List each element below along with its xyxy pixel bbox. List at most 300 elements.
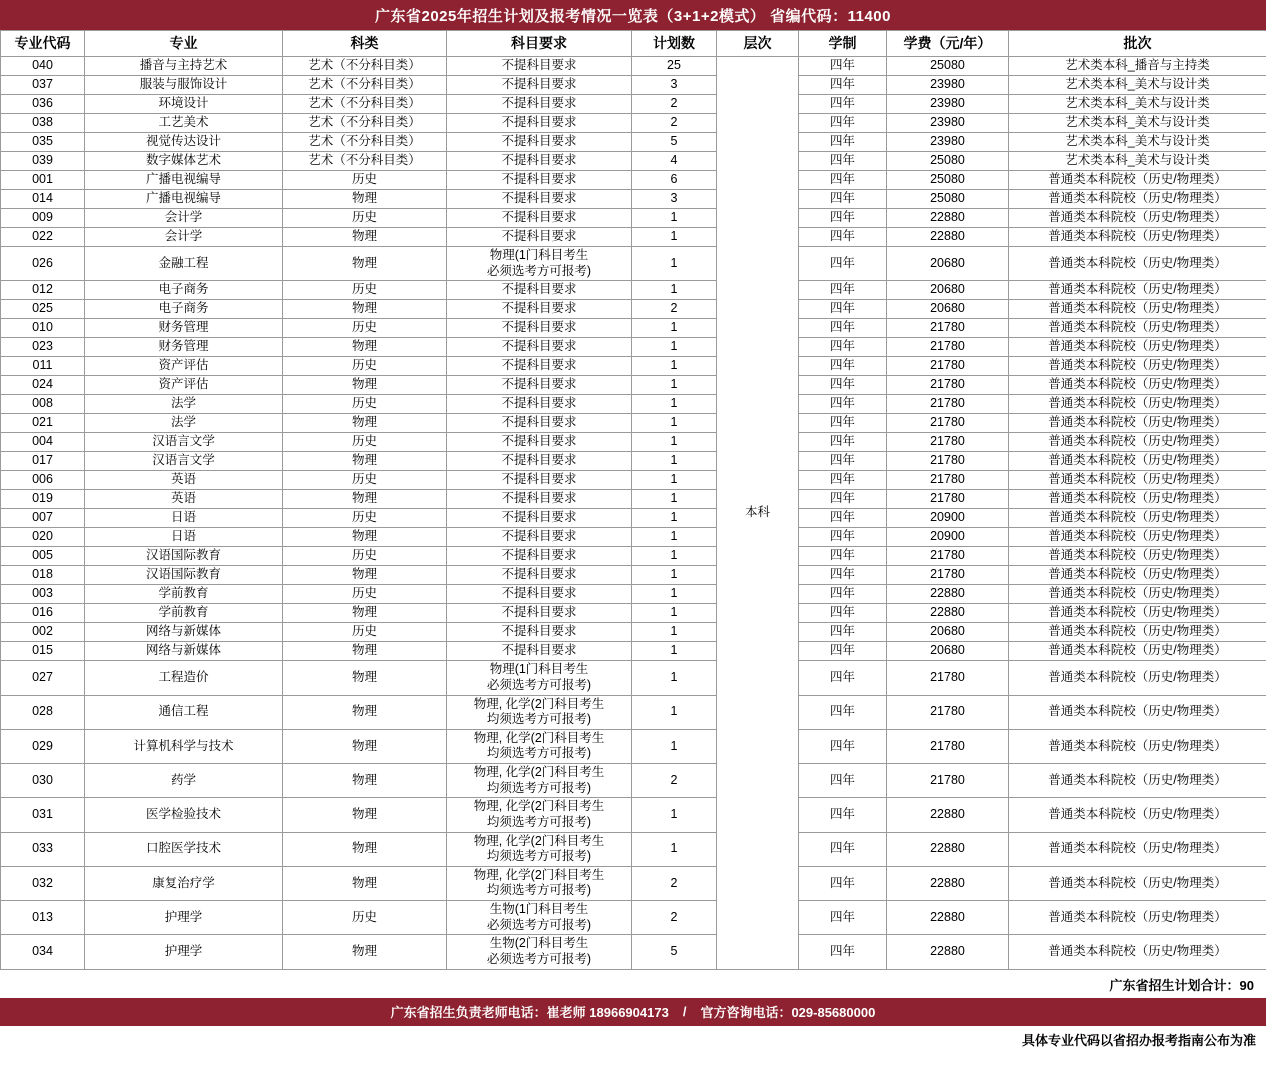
cell-major-name: 服装与服饰设计 [85,76,283,95]
cell-major-name: 医学检验技术 [85,798,283,832]
cell-study-years: 四年 [799,95,887,114]
table-row [1,623,1266,642]
table-row [1,376,1266,395]
cell-plan-count: 1 [632,566,717,585]
cell-plan-count: 2 [632,300,717,319]
cell-plan-count: 1 [632,661,717,695]
cell-subject-requirement: 物理, 化学(2门科目考生 均须选考方可报考) [447,764,632,798]
table-row [1,935,1266,969]
cell-plan-count: 1 [632,547,717,566]
cell-subject-requirement: 不提科目要求 [447,452,632,471]
table-row [1,171,1266,190]
cell-study-years: 四年 [799,376,887,395]
cell-plan-count: 1 [632,247,717,281]
table-row [1,152,1266,171]
cell-subject-requirement: 不提科目要求 [447,528,632,547]
cell-study-years: 四年 [799,281,887,300]
cell-major-code: 001 [1,171,85,190]
cell-tuition-fee: 22880 [887,901,1009,935]
cell-study-years: 四年 [799,228,887,247]
cell-plan-count: 1 [632,395,717,414]
cell-major-code: 003 [1,585,85,604]
table-row [1,319,1266,338]
cell-category: 物理 [283,642,447,661]
cell-batch: 普通类本科院校（历史/物理类） [1009,357,1266,376]
cell-major-code: 020 [1,528,85,547]
cell-major-code: 010 [1,319,85,338]
cell-major-code: 034 [1,935,85,969]
cell-plan-count: 4 [632,152,717,171]
cell-major-code: 035 [1,133,85,152]
cell-major-code: 009 [1,209,85,228]
cell-plan-count: 1 [632,695,717,729]
cell-study-years: 四年 [799,935,887,969]
cell-major-name: 资产评估 [85,357,283,376]
cell-tuition-fee: 25080 [887,190,1009,209]
cell-major-name: 会计学 [85,228,283,247]
cell-tuition-fee: 21780 [887,490,1009,509]
cell-tuition-fee: 22880 [887,604,1009,623]
cell-category: 历史 [283,395,447,414]
cell-tuition-fee: 21780 [887,433,1009,452]
cell-major-name: 工艺美术 [85,114,283,133]
cell-plan-count: 1 [632,832,717,866]
table-row [1,695,1266,729]
cell-tuition-fee: 20680 [887,300,1009,319]
cell-study-years: 四年 [799,452,887,471]
cell-subject-requirement: 不提科目要求 [447,209,632,228]
cell-category: 历史 [283,623,447,642]
cell-study-years: 四年 [799,490,887,509]
cell-study-years: 四年 [799,395,887,414]
cell-category: 物理 [283,935,447,969]
cell-plan-count: 25 [632,57,717,76]
cell-major-name: 英语 [85,471,283,490]
cell-major-name: 药学 [85,764,283,798]
cell-subject-requirement: 物理, 化学(2门科目考生 均须选考方可报考) [447,729,632,763]
cell-plan-count: 1 [632,357,717,376]
cell-tuition-fee: 22880 [887,935,1009,969]
cell-major-name: 网络与新媒体 [85,642,283,661]
cell-subject-requirement: 不提科目要求 [447,604,632,623]
cell-category: 物理 [283,528,447,547]
cell-category: 物理 [283,832,447,866]
cell-subject-requirement: 不提科目要求 [447,300,632,319]
table-row [1,433,1266,452]
cell-major-name: 电子商务 [85,281,283,300]
cell-batch: 艺术类本科_美术与设计类 [1009,95,1266,114]
cell-subject-requirement: 物理, 化学(2门科目考生 均须选考方可报考) [447,832,632,866]
cell-study-years: 四年 [799,547,887,566]
cell-study-years: 四年 [799,171,887,190]
cell-subject-requirement: 不提科目要求 [447,133,632,152]
cell-major-name: 计算机科学与技术 [85,729,283,763]
cell-major-code: 006 [1,471,85,490]
cell-subject-requirement: 不提科目要求 [447,395,632,414]
cell-category: 艺术（不分科目类） [283,57,447,76]
cell-study-years: 四年 [799,509,887,528]
cell-batch: 普通类本科院校（历史/物理类） [1009,190,1266,209]
cell-study-years: 四年 [799,76,887,95]
cell-study-years: 四年 [799,642,887,661]
cell-major-name: 广播电视编导 [85,171,283,190]
cell-study-years: 四年 [799,528,887,547]
cell-tuition-fee: 21780 [887,395,1009,414]
cell-plan-count: 5 [632,935,717,969]
cell-major-name: 护理学 [85,935,283,969]
cell-plan-count: 1 [632,433,717,452]
cell-plan-count: 1 [632,729,717,763]
table-row [1,490,1266,509]
cell-category: 物理 [283,228,447,247]
cell-subject-requirement: 不提科目要求 [447,57,632,76]
cell-category: 历史 [283,281,447,300]
cell-batch: 普通类本科院校（历史/物理类） [1009,452,1266,471]
column-header-plan: 计划数 [632,31,717,57]
cell-batch: 普通类本科院校（历史/物理类） [1009,281,1266,300]
cell-plan-count: 1 [632,209,717,228]
cell-subject-requirement: 不提科目要求 [447,357,632,376]
cell-subject-requirement: 不提科目要求 [447,433,632,452]
cell-major-code: 024 [1,376,85,395]
cell-major-name: 汉语言文学 [85,452,283,471]
table-row [1,247,1266,281]
table-row [1,414,1266,433]
cell-plan-count: 1 [632,642,717,661]
table-row [1,798,1266,832]
table-row [1,661,1266,695]
cell-study-years: 四年 [799,114,887,133]
cell-tuition-fee: 20900 [887,509,1009,528]
cell-batch: 艺术类本科_美术与设计类 [1009,133,1266,152]
cell-plan-count: 1 [632,509,717,528]
cell-category: 历史 [283,357,447,376]
cell-batch: 普通类本科院校（历史/物理类） [1009,566,1266,585]
cell-category: 物理 [283,764,447,798]
footer-contact-bar [0,998,1266,1026]
cell-plan-count: 3 [632,76,717,95]
cell-major-code: 027 [1,661,85,695]
cell-major-code: 018 [1,566,85,585]
cell-category: 物理 [283,566,447,585]
cell-study-years: 四年 [799,209,887,228]
cell-batch: 普通类本科院校（历史/物理类） [1009,642,1266,661]
cell-plan-count: 1 [632,528,717,547]
cell-batch: 普通类本科院校（历史/物理类） [1009,414,1266,433]
cell-tuition-fee: 21780 [887,414,1009,433]
cell-study-years: 四年 [799,433,887,452]
cell-study-years: 四年 [799,566,887,585]
cell-plan-count: 1 [632,585,717,604]
cell-major-code: 016 [1,604,85,623]
cell-category: 历史 [283,209,447,228]
cell-batch: 普通类本科院校（历史/物理类） [1009,228,1266,247]
cell-major-name: 网络与新媒体 [85,623,283,642]
cell-subject-requirement: 不提科目要求 [447,152,632,171]
cell-batch: 艺术类本科_美术与设计类 [1009,76,1266,95]
cell-subject-requirement: 不提科目要求 [447,547,632,566]
cell-major-name: 汉语国际教育 [85,547,283,566]
cell-major-code: 005 [1,547,85,566]
cell-category: 物理 [283,338,447,357]
cell-category: 艺术（不分科目类） [283,95,447,114]
table-row [1,566,1266,585]
cell-tuition-fee: 21780 [887,319,1009,338]
cell-major-name: 法学 [85,395,283,414]
cell-tuition-fee: 21780 [887,452,1009,471]
cell-major-code: 037 [1,76,85,95]
cell-major-name: 护理学 [85,901,283,935]
footer-note: 具体专业代码以省招办报考指南公布为准 [1021,1032,1256,1048]
cell-major-code: 032 [1,866,85,900]
cell-plan-count: 3 [632,190,717,209]
cell-batch: 普通类本科院校（历史/物理类） [1009,319,1266,338]
cell-major-name: 会计学 [85,209,283,228]
cell-plan-count: 2 [632,901,717,935]
table-row [1,832,1266,866]
column-header-code: 专业代码 [1,31,85,57]
cell-subject-requirement: 不提科目要求 [447,228,632,247]
cell-category: 历史 [283,547,447,566]
table-row [1,395,1266,414]
cell-category: 物理 [283,604,447,623]
cell-batch: 普通类本科院校（历史/物理类） [1009,471,1266,490]
header-row [1,31,1266,57]
cell-subject-requirement: 生物(2门科目考生 必须选考方可报考) [447,935,632,969]
cell-major-name: 财务管理 [85,319,283,338]
cell-major-code: 019 [1,490,85,509]
cell-major-code: 039 [1,152,85,171]
cell-major-code: 026 [1,247,85,281]
cell-major-code: 007 [1,509,85,528]
cell-batch: 普通类本科院校（历史/物理类） [1009,247,1266,281]
cell-subject-requirement: 物理(1门科目考生 必须选考方可报考) [447,661,632,695]
cell-tuition-fee: 23980 [887,95,1009,114]
cell-subject-requirement: 不提科目要求 [447,319,632,338]
table-row [1,452,1266,471]
table-row [1,133,1266,152]
cell-major-code: 040 [1,57,85,76]
cell-study-years: 四年 [799,414,887,433]
footer-contact: 广东省招生负责老师电话：崔老师 18966904173 [390,1005,669,1020]
cell-category: 历史 [283,901,447,935]
cell-major-code: 031 [1,798,85,832]
cell-major-code: 028 [1,695,85,729]
cell-tuition-fee: 22880 [887,228,1009,247]
column-header-fee: 学费（元/年） [887,31,1009,57]
cell-major-code: 012 [1,281,85,300]
cell-tuition-fee: 23980 [887,133,1009,152]
cell-tuition-fee: 20680 [887,281,1009,300]
cell-major-code: 030 [1,764,85,798]
cell-study-years: 四年 [799,764,887,798]
cell-study-years: 四年 [799,832,887,866]
table-header [1,31,1266,57]
cell-plan-count: 1 [632,490,717,509]
cell-category: 艺术（不分科目类） [283,152,447,171]
cell-major-code: 002 [1,623,85,642]
page-title: 广东省2025年招生计划及报考情况一览表（3+1+2模式） 省编代码：11400 [375,7,891,25]
cell-tuition-fee: 21780 [887,471,1009,490]
cell-batch: 普通类本科院校（历史/物理类） [1009,695,1266,729]
cell-major-name: 广播电视编导 [85,190,283,209]
cell-plan-count: 2 [632,764,717,798]
cell-major-code: 023 [1,338,85,357]
cell-plan-count: 1 [632,319,717,338]
cell-batch: 普通类本科院校（历史/物理类） [1009,528,1266,547]
cell-study-years: 四年 [799,57,887,76]
cell-category: 物理 [283,695,447,729]
cell-study-years: 四年 [799,190,887,209]
cell-category: 物理 [283,414,447,433]
cell-study-years: 四年 [799,604,887,623]
cell-major-code: 015 [1,642,85,661]
cell-tuition-fee: 23980 [887,114,1009,133]
cell-category: 历史 [283,585,447,604]
cell-batch: 普通类本科院校（历史/物理类） [1009,300,1266,319]
cell-major-name: 口腔医学技术 [85,832,283,866]
cell-tuition-fee: 21780 [887,729,1009,763]
cell-study-years: 四年 [799,585,887,604]
column-header-level: 层次 [717,31,799,57]
cell-major-code: 017 [1,452,85,471]
table-row [1,729,1266,763]
cell-study-years: 四年 [799,357,887,376]
table-row [1,76,1266,95]
column-header-major: 专业 [85,31,283,57]
table-body [1,57,1266,970]
table-row [1,300,1266,319]
cell-batch: 普通类本科院校（历史/物理类） [1009,866,1266,900]
cell-major-name: 学前教育 [85,604,283,623]
column-header-category: 科类 [283,31,447,57]
cell-category: 物理 [283,452,447,471]
cell-category: 物理 [283,661,447,695]
table-row [1,57,1266,76]
cell-major-name: 英语 [85,490,283,509]
table-row [1,901,1266,935]
cell-category: 物理 [283,300,447,319]
cell-batch: 普通类本科院校（历史/物理类） [1009,935,1266,969]
column-header-batch: 批次 [1009,31,1266,57]
cell-major-code: 038 [1,114,85,133]
table-row [1,281,1266,300]
cell-tuition-fee: 21780 [887,376,1009,395]
cell-subject-requirement: 不提科目要求 [447,490,632,509]
cell-subject-requirement: 不提科目要求 [447,190,632,209]
cell-major-name: 工程造价 [85,661,283,695]
cell-study-years: 四年 [799,695,887,729]
cell-batch: 普通类本科院校（历史/物理类） [1009,209,1266,228]
cell-batch: 普通类本科院校（历史/物理类） [1009,547,1266,566]
table-row [1,209,1266,228]
cell-category: 物理 [283,490,447,509]
cell-major-code: 033 [1,832,85,866]
cell-batch: 普通类本科院校（历史/物理类） [1009,171,1266,190]
cell-category: 物理 [283,247,447,281]
footer-separator: / [682,1004,687,1019]
cell-tuition-fee: 20680 [887,642,1009,661]
table-row [1,509,1266,528]
cell-tuition-fee: 22880 [887,866,1009,900]
cell-tuition-fee: 25080 [887,152,1009,171]
table-row [1,528,1266,547]
table-row [1,357,1266,376]
cell-plan-count: 1 [632,604,717,623]
cell-major-code: 008 [1,395,85,414]
cell-batch: 普通类本科院校（历史/物理类） [1009,338,1266,357]
cell-subject-requirement: 不提科目要求 [447,281,632,300]
cell-major-code: 011 [1,357,85,376]
cell-major-name: 日语 [85,509,283,528]
cell-major-name: 法学 [85,414,283,433]
cell-batch: 普通类本科院校（历史/物理类） [1009,490,1266,509]
cell-tuition-fee: 21780 [887,547,1009,566]
cell-study-years: 四年 [799,798,887,832]
cell-major-name: 金融工程 [85,247,283,281]
cell-batch: 普通类本科院校（历史/物理类） [1009,832,1266,866]
table-row [1,190,1266,209]
cell-category: 历史 [283,171,447,190]
cell-subject-requirement: 不提科目要求 [447,414,632,433]
cell-plan-count: 2 [632,114,717,133]
cell-subject-requirement: 不提科目要求 [447,376,632,395]
cell-study-years: 四年 [799,133,887,152]
table-row [1,338,1266,357]
cell-subject-requirement: 生物(1门科目考生 必须选考方可报考) [447,901,632,935]
cell-category: 历史 [283,319,447,338]
cell-subject-requirement: 物理, 化学(2门科目考生 均须选考方可报考) [447,798,632,832]
table-row [1,866,1266,900]
cell-category: 物理 [283,798,447,832]
cell-major-code: 022 [1,228,85,247]
cell-subject-requirement: 不提科目要求 [447,585,632,604]
cell-tuition-fee: 21780 [887,357,1009,376]
cell-category: 物理 [283,190,447,209]
cell-plan-count: 1 [632,281,717,300]
cell-category: 艺术（不分科目类） [283,76,447,95]
cell-category: 物理 [283,866,447,900]
cell-subject-requirement: 不提科目要求 [447,76,632,95]
cell-tuition-fee: 22880 [887,585,1009,604]
cell-study-years: 四年 [799,247,887,281]
cell-major-name: 日语 [85,528,283,547]
cell-subject-requirement: 物理(1门科目考生 必须选考方可报考) [447,247,632,281]
cell-batch: 艺术类本科_美术与设计类 [1009,152,1266,171]
cell-tuition-fee: 21780 [887,338,1009,357]
cell-major-code: 021 [1,414,85,433]
cell-major-name: 通信工程 [85,695,283,729]
table-row [1,764,1266,798]
cell-batch: 普通类本科院校（历史/物理类） [1009,433,1266,452]
cell-major-name: 汉语国际教育 [85,566,283,585]
cell-major-name: 学前教育 [85,585,283,604]
cell-major-name: 电子商务 [85,300,283,319]
cell-tuition-fee: 21780 [887,764,1009,798]
cell-plan-count: 2 [632,95,717,114]
cell-study-years: 四年 [799,729,887,763]
table-row [1,471,1266,490]
cell-tuition-fee: 21780 [887,695,1009,729]
cell-subject-requirement: 不提科目要求 [447,566,632,585]
page-title-bar [0,0,1266,30]
table-row [1,547,1266,566]
cell-study-years: 四年 [799,152,887,171]
cell-major-code: 025 [1,300,85,319]
cell-plan-count: 1 [632,414,717,433]
cell-category: 物理 [283,729,447,763]
cell-study-years: 四年 [799,661,887,695]
